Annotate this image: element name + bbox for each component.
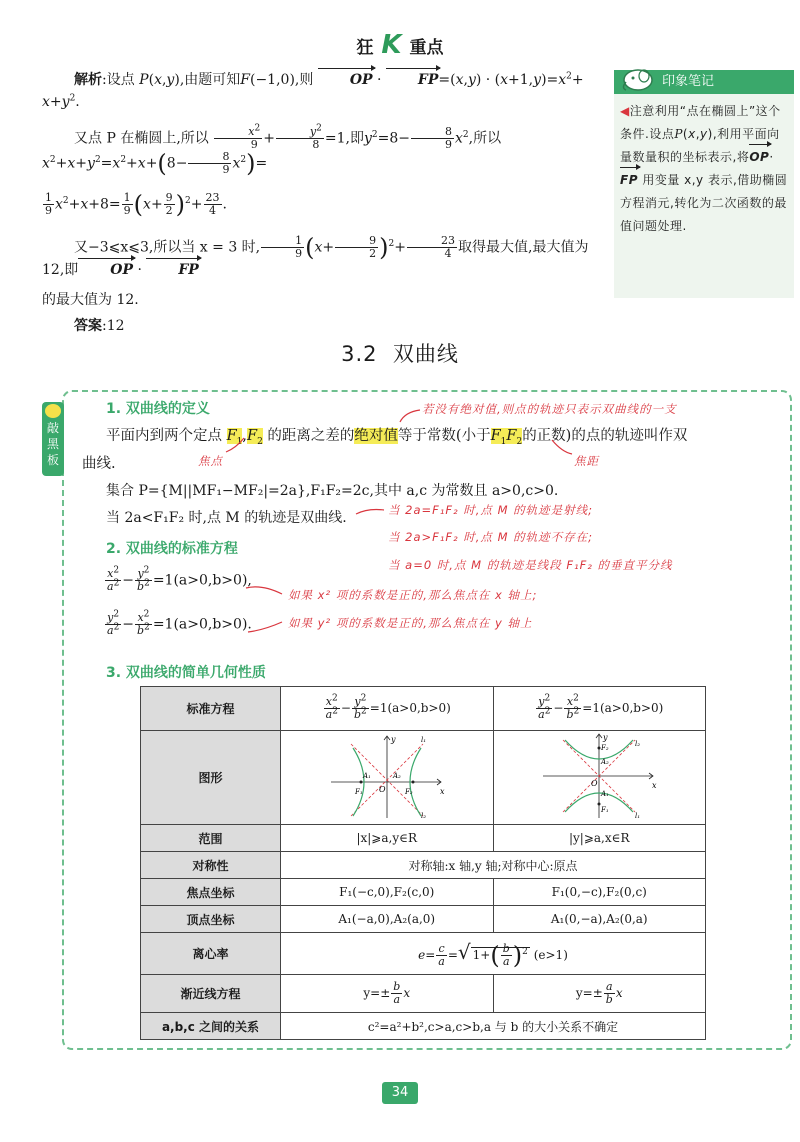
table-row: 渐近线方程 y=± $\frac{b}{a}$ x y=± $\frac{a}{b}$ x [141,975,706,1013]
definition-text: 平面内到两个定点 $F_1,F_2$ 的距离之差的绝对值等于常数(小于$F_1F_2$的正数)的点的轨迹叫作双 [106,428,688,447]
annotation-gt: 当 2a>F₁F₂ 时,点 M 的轨迹不存在; [388,530,594,544]
annotation-zero: 当 a=0 时,点 M 的轨迹是线段 F₁F₂ 的垂直平分线 [388,558,673,572]
svg-text:x: x [439,787,445,796]
solution-line-4: 又−3⩽x⩽3,所以当 x = 3 时, $\frac{1}{9}$ (x+ $\frac{9}{2}$ )$^2$+ $\frac{23}{4}$ 取得最大值,最大值为 12,即 OP · FP [42,233,589,278]
header-title-right: 重点 [409,38,444,58]
condition-line: 当 2a<F₁F₂ 时,点 M 的轨迹是双曲线. [106,510,347,526]
set-line: 集合 P={M||MF₁−MF₂|=2a},F₁F₂=2c,其中 a,c 为常数且 a>0,c>0. [106,483,559,499]
solution-line-2: 又点 P 在椭圆上,所以 $\frac{x^2}{9}$ + $\frac{y^2}{8}$ =1,即$y^2=8-$ $\frac{8}{9}$ $x^2$,所以$x^2+x+y^2=x^2+x+(8-$ $\frac{8}{9}$ $x^2)=$ [42,123,502,178]
svg-text:O: O [378,785,386,794]
solution-line-5: 的最大值为 12. [42,292,139,308]
svg-text:F₁: F₁ [354,788,363,796]
annotation-focal: 焦距 [574,454,599,468]
svg-text:l₁: l₁ [420,736,426,744]
definition-text-cont: 曲线. [82,456,116,472]
table-row: a,b,c 之间的关系 c²=a²+b²,c>a,c>b,a 与 b 的大小关系不确定 [141,1013,706,1040]
table-row: 标准方程 $\frac{x^2}{a^2}$ − $\frac{y^2}{b^2}$ =1(a>0,b>0) $\frac{y^2}{a^2}$ − $\frac{x^2}{b^2}$ =1(a>0,b>0) [141,687,706,731]
page-header [0,30,800,60]
definition-heading: 1. 双曲线的定义 [106,401,210,417]
header-k-logo: K [381,30,402,60]
note-box [614,70,794,298]
note-bullet-icon: ◀ [620,104,630,118]
answer-value: :12 [102,318,125,334]
table-row: 范围 |x|⩾a,y∈R |y|⩾a,x∈R [141,825,706,852]
svg-text:O: O [591,779,598,788]
table-row: 离心率 e= $\frac{c}{a}$ =√ 1+( $\frac{b}{a}$ )$^2$ (e>1) [141,933,706,975]
svg-text:x: x [652,781,657,790]
answer-line [42,316,608,336]
properties-table [140,686,706,1040]
svg-text:A₁: A₁ [601,790,610,798]
annotation-eq: 当 2a=F₁F₂ 时,点 M 的轨迹是射线; [388,503,594,517]
svg-text:y: y [603,733,608,742]
section-name: 双曲线 [392,342,459,366]
svg-text:A₂: A₂ [392,772,401,780]
solution-line-3: $\frac{1}{9}$ $x^2+x+8=$ $\frac{1}{9}$ (x+ $\frac{9}{2}$ )$^2$+ $\frac{23}{4}$ . [45,190,227,219]
table-row: 对称性 对称轴:x 轴,y 轴;对称中心:原点 [141,852,706,879]
annotation-x-axis: 如果 x² 项的系数是正的,那么焦点在 x 轴上; [288,588,538,602]
svg-text:l₂: l₂ [420,812,426,820]
svg-text:A₂: A₂ [601,758,610,766]
lightbulb-icon [45,404,61,418]
annotation-y-axis: 如果 y² 项的系数是正的,那么焦点在 y 轴上 [288,616,533,630]
page-number: 34 [382,1082,418,1104]
solution-label: 解析 [74,72,102,88]
standard-heading: 2. 双曲线的标准方程 [106,541,238,557]
solution-line-1b: $x+y^2$. [42,93,80,110]
properties-heading: 3. 双曲线的简单几何性质 [106,665,266,681]
section-number: 3.2 [341,342,378,366]
header-title-left: 狂 [356,38,374,58]
standard-eq-x: $\frac{x^2}{a^2}$ − $\frac{y^2}{b^2}$ =1(a>0,b>0), [107,565,252,593]
section-title [0,338,800,368]
svg-text:y: y [390,735,396,744]
table-row: 图形 x y O F₁ F₂ A₁ A₂ l₁ l₂ x y O F₁ F₂ A₁ A₂ l₁ l₂ [141,731,706,825]
table-row: 焦点坐标 F₁(−c,0),F₂(c,0) F₁(0,−c),F₂(0,c) [141,879,706,906]
graph-x-hyperbola [281,731,494,825]
svg-text:A₁: A₁ [362,772,371,780]
note-body: ◀注意利用“点在椭圆上”这个条件.设点P(x,y),利用平面向量数量积的坐标表示,将OP·FP 用变量 x,y 表示,借助椭圆方程消元,转化为二次函数的最值问题处理. [620,104,788,233]
svg-text:l₂: l₂ [635,740,641,748]
solution-block [42,70,608,336]
solution-line-1: 解析:设点 P(x,y),由题可知F(−1,0),则 OP · $FP=(x,y) \cdot (x+1,y)=x^2+$ [74,71,584,88]
side-tab: 敲 黑 板 [42,402,64,476]
annotation-focus: 焦点 [198,454,223,468]
annotation-abs: 若没有绝对值,则点的轨迹只表示双曲线的一支 [422,402,677,416]
standard-eq-y: $\frac{y^2}{a^2}$ − $\frac{x^2}{b^2}$ =1(a>0,b>0). [107,609,252,637]
elephant-icon [618,62,658,92]
answer-label: 答案 [74,318,102,334]
note-title: 印象笔记 [662,74,715,89]
table-row: 顶点坐标 A₁(−a,0),A₂(a,0) A₁(0,−a),A₂(0,a) [141,906,706,933]
svg-text:F₂: F₂ [404,788,413,796]
svg-text:F₁: F₁ [601,806,609,814]
svg-text:F₂: F₂ [601,744,609,752]
svg-text:l₁: l₁ [635,812,641,820]
graph-y-hyperbola [493,731,706,825]
